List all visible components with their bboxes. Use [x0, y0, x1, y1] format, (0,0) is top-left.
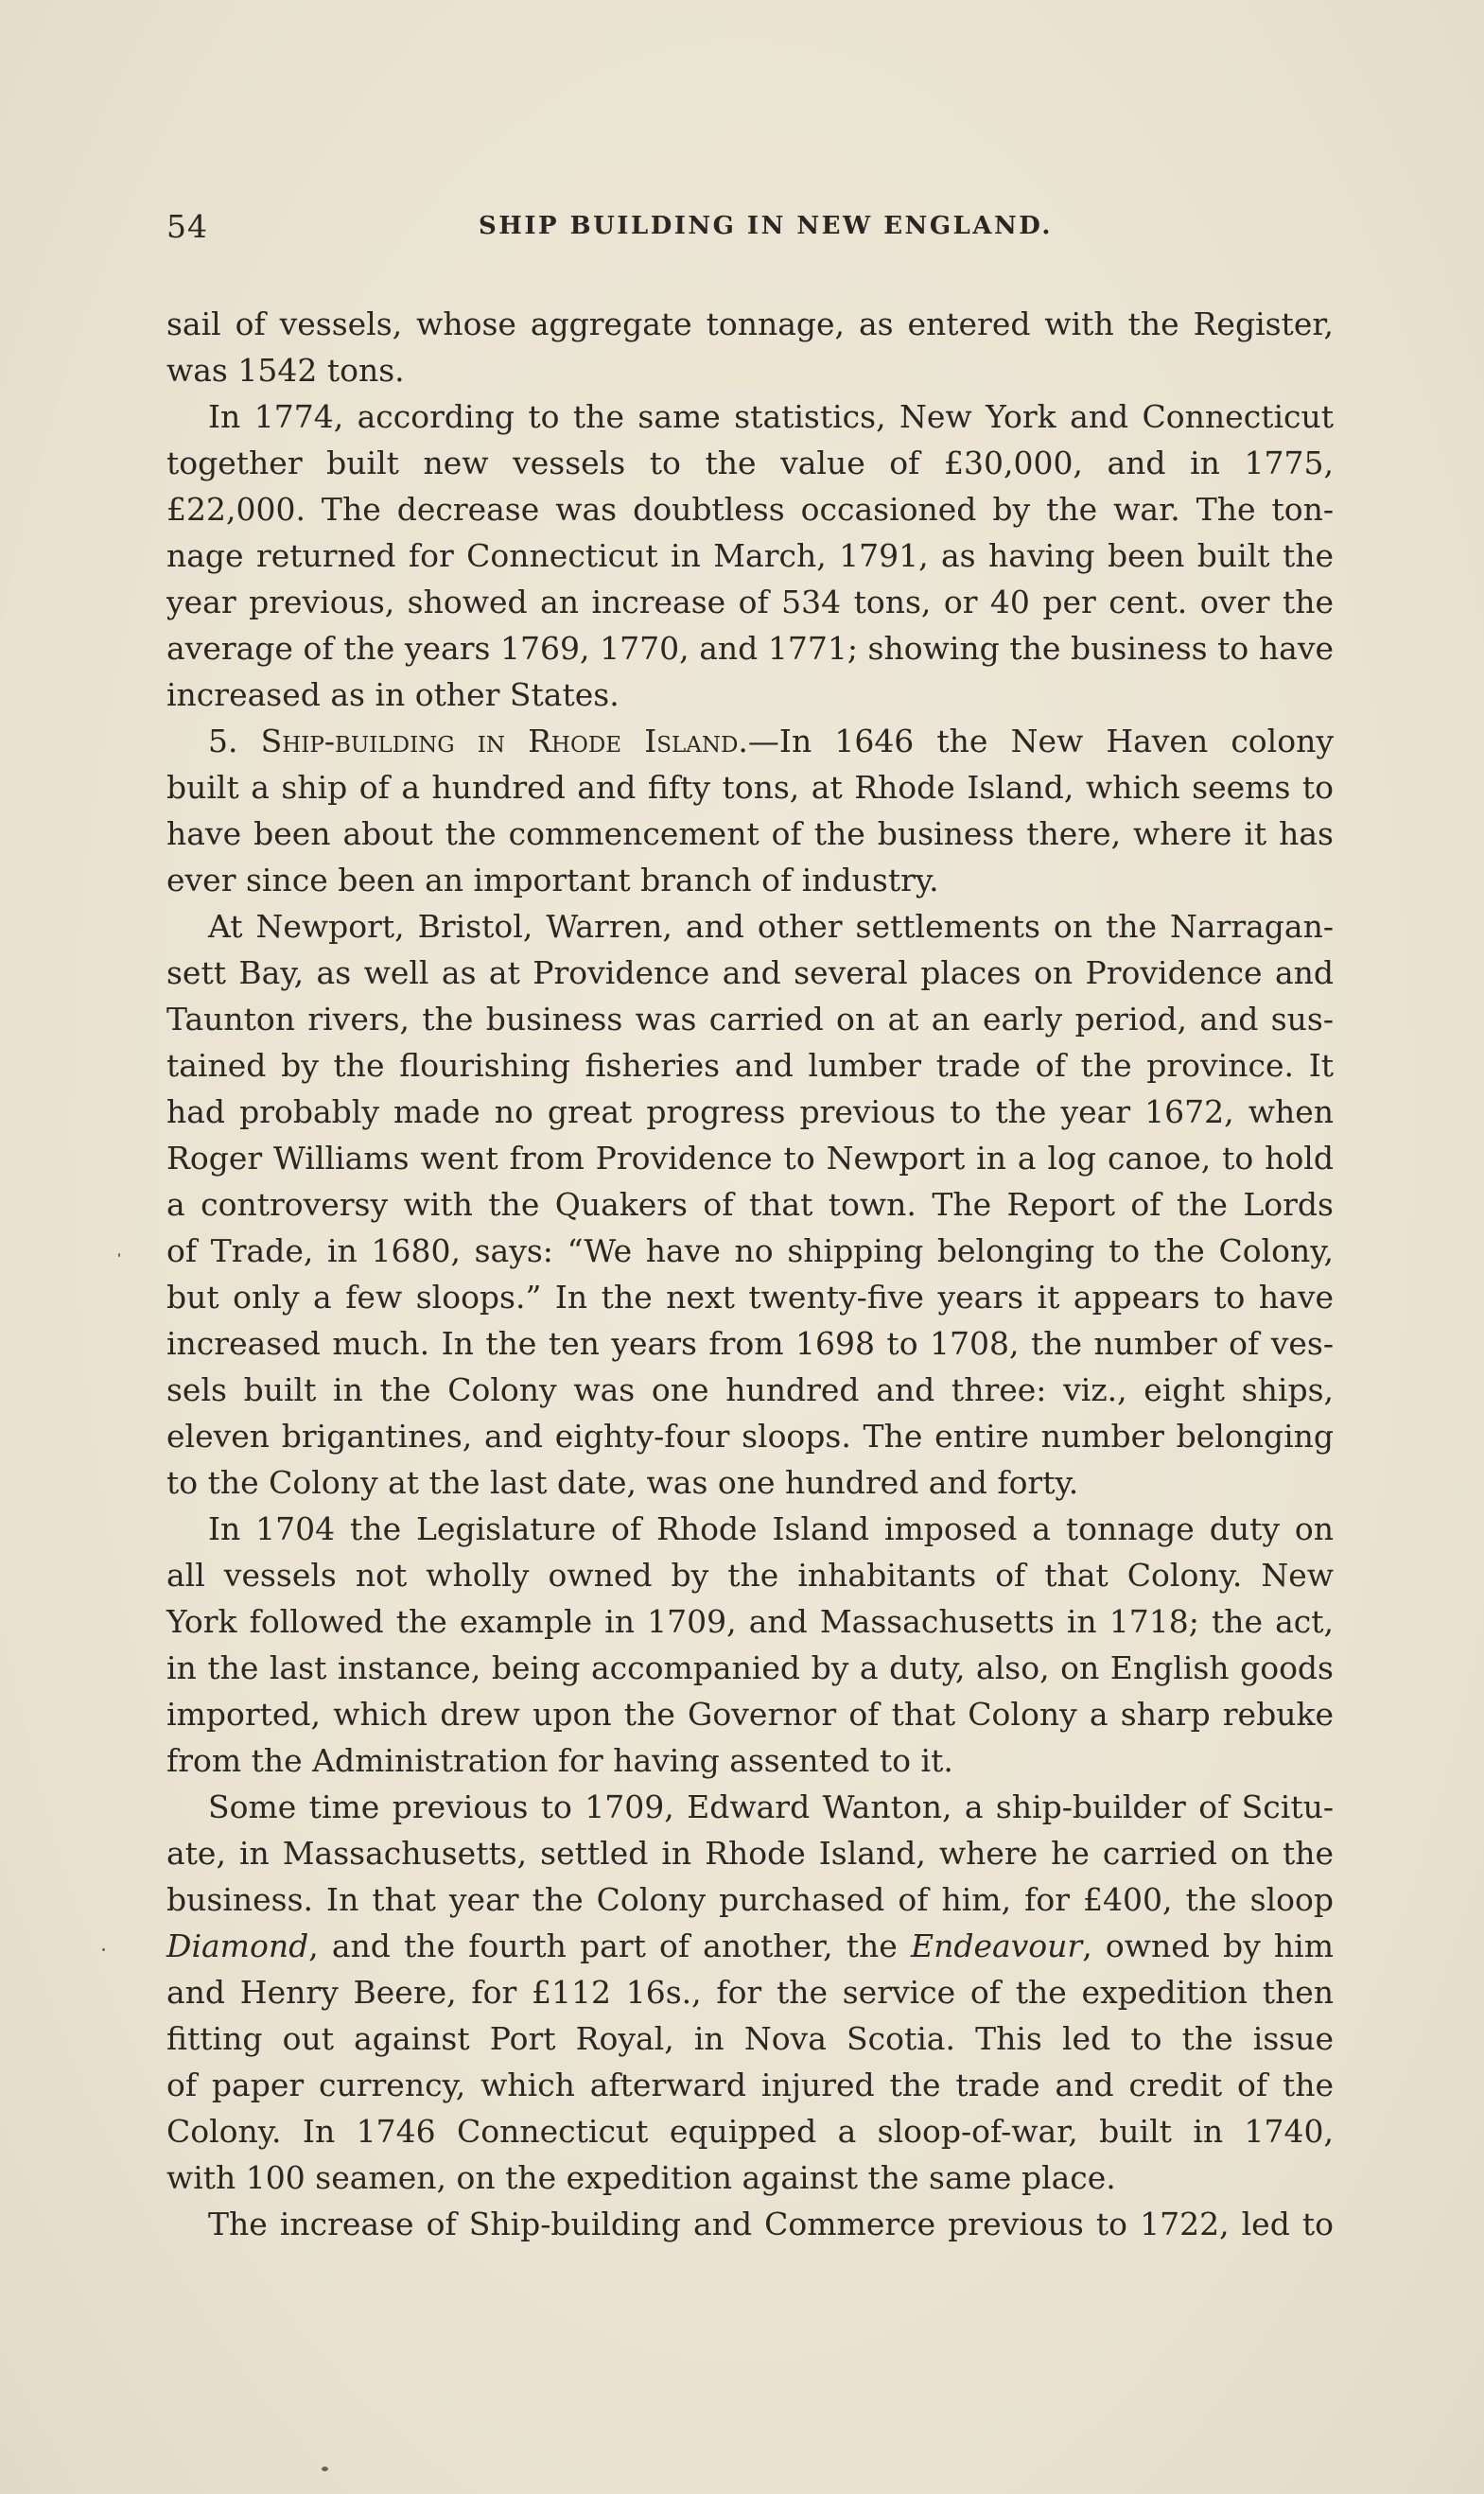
text-line: Taunton rivers, the business was carried on at an early period, and sus- [166, 1001, 1334, 1038]
text-line: Some time previous to 1709, Edward Wanton, a ship-builder of Scitu- [208, 1788, 1334, 1825]
text-fragment: , owned by him [1082, 1927, 1334, 1964]
text-line: built a ship of a hundred and fifty tons, at Rhode Island, which seems to [166, 769, 1334, 806]
text-line: and Henry Beere, for £112 16s., for the service of the expedition then [166, 1974, 1334, 2011]
text-line: was 1542 tons. [166, 352, 405, 389]
text-line: increased much. In the ten years from 1698 to 1708, the number of ves- [166, 1325, 1334, 1362]
text-line: tained by the flourishing fisheries and lumber trade of the province. It [166, 1047, 1334, 1084]
section-number: 5. [208, 723, 261, 759]
text-line: year previous, showed an increase of 534 tons, or 40 per cent. over the [166, 584, 1334, 620]
text-line: fitting out against Port Royal, in Nova Scotia. This led to the issue [166, 2020, 1334, 2057]
text-line: nage returned for Connecticut in March, 1791, as having been built the [166, 537, 1334, 574]
text-line: At Newport, Bristol, Warren, and other settlements on the Narragan- [208, 908, 1334, 945]
running-head: SHIP BUILDING IN NEW ENGLAND. [479, 212, 1053, 240]
text-line: average of the years 1769, 1770, and 1771; showing the business to have [166, 630, 1334, 667]
text-line: business. In that year the Colony purchased of him, for £400, the sloop [166, 1881, 1334, 1918]
text-line: of paper currency, which afterward injured the trade and credit of the [166, 2067, 1334, 2103]
text-line: In 1704 the Legislature of Rhode Island imposed a tonnage duty on [208, 1510, 1334, 1547]
paper-speck [102, 1948, 105, 1951]
text-line: a controversy with the Quakers of that town. The Report of the Lords [166, 1186, 1334, 1223]
text-fragment: —In 1646 the New Haven colony [747, 723, 1334, 759]
body-text [166, 301, 1334, 2247]
page-number: 54 [166, 208, 208, 245]
text-line: imported, which drew upon the Governor of that Colony a sharp rebuke [166, 1696, 1334, 1733]
text-line: York followed the example in 1709, and Massachusetts in 1718; the act, [166, 1603, 1334, 1640]
text-line: together built new vessels to the value of £30,000, and in 1775, [166, 445, 1334, 481]
vessel-name-endeavour: Endeavour [910, 1927, 1083, 1964]
text-line: all vessels not wholly owned by the inhabitants of that Colony. New [166, 1557, 1334, 1594]
text-line: have been about the commencement of the business there, where it has [166, 815, 1334, 852]
text-line: but only a few sloops.” In the next twenty-five years it appears to have [166, 1279, 1334, 1316]
text-line: Colony. In 1746 Connecticut equipped a sloop-of-war, built in 1740, [166, 2113, 1334, 2150]
text-fragment: , and the fourth part of another, the [308, 1927, 911, 1964]
text-line: sels built in the Colony was one hundred and three: viz., eight ships, [166, 1371, 1334, 1408]
page-header [166, 208, 1330, 255]
text-line: sail of vessels, whose aggregate tonnage, as entered with the Register, [166, 305, 1334, 342]
paper-speck [118, 1253, 120, 1257]
text-line: of Trade, in 1680, says: “We have no shipping belonging to the Colony, [166, 1232, 1334, 1269]
paper-speck [322, 2467, 328, 2471]
text-line: ate, in Massachusetts, settled in Rhode Island, where he carried on the [166, 1835, 1334, 1872]
text-line: increased as in other States. [166, 676, 620, 713]
vessel-name-diamond: Diamond [166, 1927, 309, 1964]
text-line: £22,000. The decrease was doubtless occasioned by the war. The ton- [166, 491, 1334, 528]
section-heading-line [166, 718, 1334, 764]
text-line: The increase of Ship-building and Commerce previous to 1722, led to [208, 2206, 1334, 2242]
text-line: sett Bay, as well as at Providence and several places on Providence and [166, 954, 1334, 991]
text-line-with-italics [166, 1923, 1334, 1969]
text-line: ever since been an important branch of industry. [166, 862, 939, 898]
text-line: with 100 seamen, on the expedition against the same place. [166, 2159, 1116, 2196]
text-line: from the Administration for having assented to it. [166, 1742, 953, 1779]
text-line: Roger Williams went from Providence to Newport in a log canoe, to hold [166, 1140, 1334, 1177]
text-line: had probably made no great progress previous to the year 1672, when [166, 1093, 1334, 1130]
text-line: in the last instance, being accompanied by a duty, also, on English goods [166, 1649, 1334, 1686]
text-line: In 1774, according to the same statistics, New York and Connecticut [208, 398, 1334, 435]
text-line: to the Colony at the last date, was one hundred and forty. [166, 1464, 1079, 1501]
section-heading: Ship-building in Rhode Island. [260, 723, 748, 759]
text-line: eleven brigantines, and eighty-four sloops. The entire number belonging [166, 1418, 1334, 1455]
